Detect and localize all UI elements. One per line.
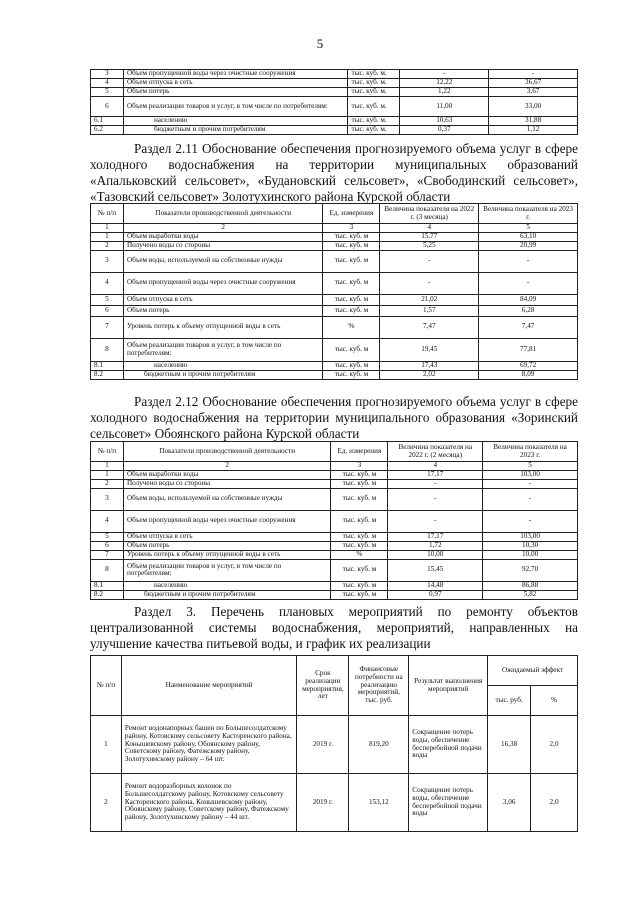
table-row: 2 Получено воды со стороны тыс. куб. м - - — [91, 479, 578, 488]
table-row: 8.2 бюджетным и прочим потребителям тыс. куб. м 0,97 5,82 — [91, 590, 578, 599]
table-row: 8.1 населению тыс. куб. м 17,43 69,72 — [91, 361, 578, 370]
table-row: 3 Объем воды, используемой на собственные нужды тыс. куб. м - - — [91, 250, 578, 272]
table-row: 7 Уровень потерь к объему отпущенной воды в сеть % 10,00 10,00 — [91, 550, 578, 559]
table-row: 4 Объем пропущенной воды через очистные сооружения тыс. куб. м - - — [91, 272, 578, 294]
table-header-row: № п/п Наименование мероприятий Срок реализации мероприятия, лет Финансовые потребности на реализацию мероприятий, тыс. руб. Результат выполнения мероприятий Ожидаемый эффект — [91, 656, 578, 686]
section-2-11-heading: Раздел 2.11 Обоснование обеспечения прогнозируемого объема услуг в сфере холодного водоснабжения на территории муниципальных образований «Апальковский сельсовет», «Будановский сельсовет», «Свободинский сельсовет», «Тазовский сельсовет» Золотухинского района Курской области — [90, 141, 578, 204]
table-row: 6.2 бюджетным и прочим потребителям тыс. куб. м. 0,37 1,12 — [91, 126, 578, 135]
section-3-heading: Раздел 3. Перечень плановых мероприятий по ремонту объектов централизованной системы водоснабжения, мероприятий, направленных на улучшение качества питьевой воды, и график их реализации — [90, 604, 578, 651]
table-row: 2 Получено воды со стороны тыс. куб. м 5,25 20,99 — [91, 241, 578, 250]
table-row: 3 Объем пропущенной воды через очистные сооружения тыс. куб. м. - - — [91, 70, 578, 79]
table-2-12 — [90, 441, 578, 600]
continuation-table — [90, 69, 578, 135]
table-row: 6.1 населению тыс. куб. м. 10,63 31,88 — [91, 117, 578, 126]
table-row: 6 Объем потерь тыс. куб. м 1,57 6,28 — [91, 305, 578, 316]
table-row: 6 Объем потерь тыс. куб. м 1,72 10,30 — [91, 541, 578, 550]
section-2-12-heading: Раздел 2.12 Обоснование обеспечения прогнозируемого объема услуг в сфере холодного водоснабжения на территории муниципального образования «Зоринский сельсовет» Обоянского района Курской области — [90, 394, 578, 441]
plan-table — [90, 655, 578, 832]
table-row: 4 Объем пропущенной воды через очистные сооружения тыс. куб. м - - — [91, 510, 578, 532]
table-header-row: № п/п Показатели производственной деятельности Ед. измерения Величина показателя на 2022 г. (2 месяца) Величина показателя на 2023 г. — [91, 442, 578, 462]
table-row: 4 Объем отпуска в сеть тыс. куб. м. 12,22 36,67 — [91, 79, 578, 88]
table-row: 8 Объем реализации товаров и услуг, в том числе по потребителям: тыс. куб. м 15,45 92,70 — [91, 559, 578, 581]
table-row: 5 Объем отпуска в сеть тыс. куб. м 21,02 84,09 — [91, 294, 578, 305]
table-header-row: № п/п Показатели производственной деятельности Ед. измерения Величина показателя на 2022 г. (3 месяца) Величина показателя на 2023 г. — [91, 204, 578, 224]
table-row: 1 Ремонт водонапорных башен по Большесолдатскому району, Котовскому сельсовету Касторенского района, Конышевскому району, Обоянскому району, Советскому району, Фатежскому району, Золотухинскому району – 64 шт. 2019 г. 819,20 Сокращение потерь воды, обеспечение бесперебойной подачи воды 16,38 2,0 — [91, 716, 578, 774]
table-header-row: тыс. руб. % — [91, 686, 578, 716]
table-row: 5 Объем потерь тыс. куб. м. 1,22 3,67 — [91, 88, 578, 97]
table-numbers-row: 1 2 3 4 5 — [91, 462, 578, 471]
table-row: 1 Объем выработки воды тыс. куб. м 15,77 63,10 — [91, 232, 578, 241]
table-2-11 — [90, 203, 578, 380]
table-row: 5 Объем отпуска в сеть тыс. куб. м 17,17 103,00 — [91, 532, 578, 541]
table-row: 2 Ремонт водоразборных колонок по Большесолдатскому району, Котовскому сельсовету Касторенского района, Конышевскому району, Обоянскому району, Советскому району, Фатежскому району, Золотухинскому району – 44 шт. 2019 г. 153,12 Сокращение потерь воды, обеспечение бесперебойной подачи воды 3,06 2,0 — [91, 774, 578, 832]
table-row: 3 Объем воды, используемой на собственные нужды тыс. куб. м - - — [91, 488, 578, 510]
table-row: 1 Объем выработки воды тыс. куб. м 17,17 103,00 — [91, 470, 578, 479]
page-number: 5 — [316, 36, 324, 51]
table-numbers-row: 1 2 3 4 5 — [91, 224, 578, 233]
table-row: 7 Уровень потерь к объему отпущенной воды в сеть % 7,47 7,47 — [91, 316, 578, 338]
table-row: 8.2 бюджетным и прочим потребителям тыс. куб. м 2,02 8,09 — [91, 370, 578, 379]
table-row: 8 Объем реализации товаров и услуг, в том числе по потребителям: тыс. куб. м 19,45 77,81 — [91, 338, 578, 361]
table-row: 6 Объем реализации товаров и услуг, в том числе по потребителям: тыс. куб. м. 11,00 33,00 — [91, 97, 578, 117]
table-row: 8.1 населению тыс. куб. м 14,48 86,88 — [91, 581, 578, 590]
